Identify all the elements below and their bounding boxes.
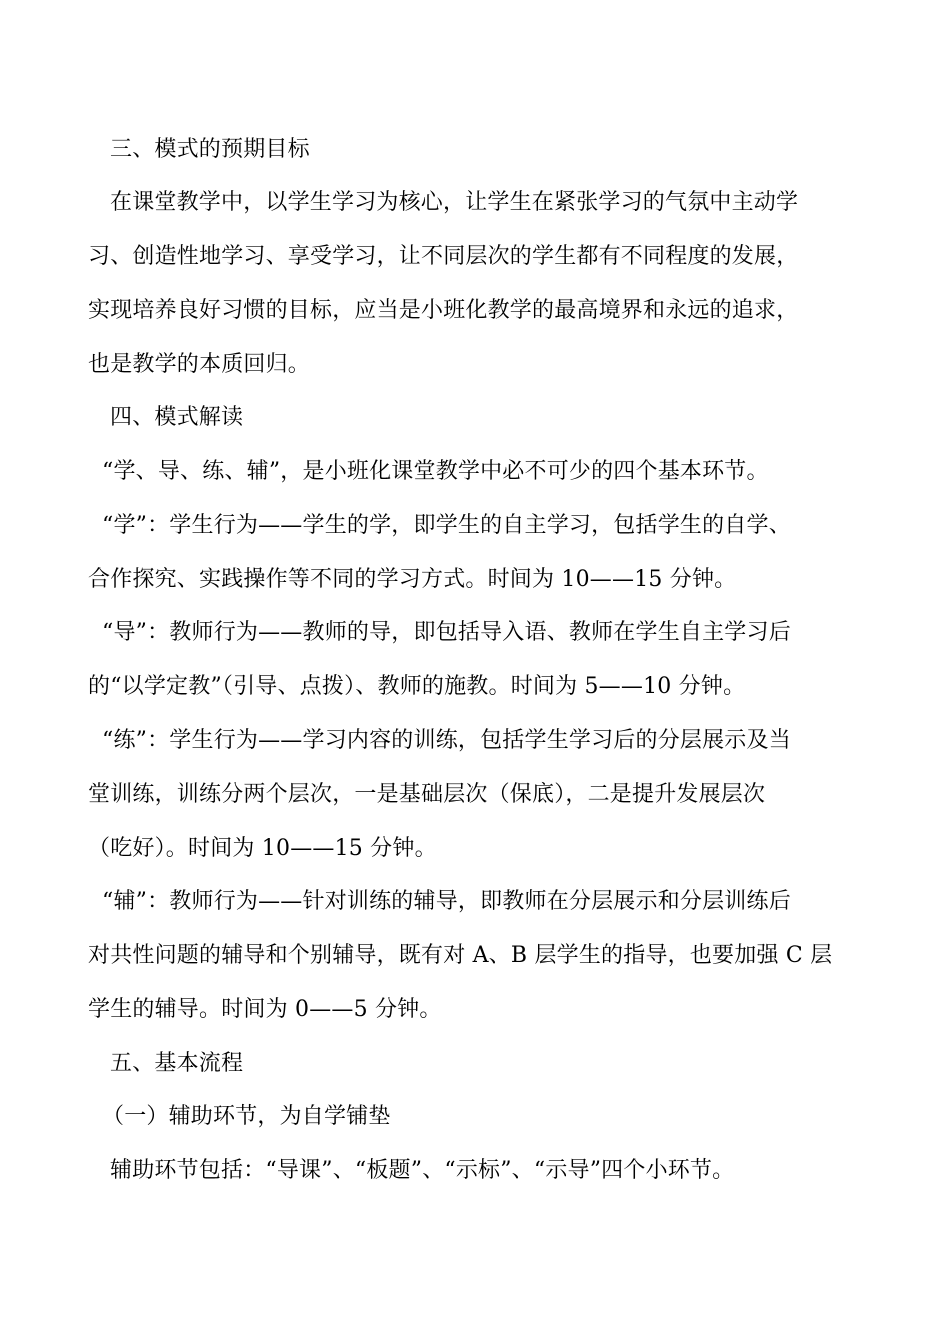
paragraph-line: “辅”：教师行为——针对训练的辅导，即教师在分层展示和分层训练后: [102, 889, 791, 914]
paragraph-line: 学生的辅导。时间为 0——5 分钟。: [88, 997, 442, 1022]
paragraph-line: 在课堂教学中，以学生学习为核心，让学生在紧张学习的气氛中主动学: [110, 190, 799, 215]
paragraph-line: “学”：学生行为——学生的学，即学生的自主学习，包括学生的自学、: [102, 513, 791, 538]
paragraph-line: “练”：学生行为——学习内容的训练，包括学生学习后的分层展示及当: [102, 728, 791, 753]
paragraph-line: “学、导、练、辅”，是小班化课堂教学中必不可少的四个基本环节。: [102, 459, 769, 484]
paragraph-line: （吃好）。时间为 10——15 分钟。: [88, 836, 437, 861]
paragraph-line: “导”：教师行为——教师的导，即包括导入语、教师在学生自主学习后: [102, 620, 791, 645]
section-heading-5: 五、基本流程: [110, 1051, 244, 1076]
paragraph-line: 也是教学的本质回归。: [88, 352, 311, 377]
subsection-heading: （一）辅助环节，为自学铺垫: [102, 1104, 391, 1129]
paragraph-line: 堂训练，训练分两个层次，一是基础层次（保底），二是提升发展层次: [88, 782, 766, 807]
section-heading-4: 四、模式解读: [110, 405, 244, 430]
paragraph-line: 对共性问题的辅导和个别辅导，既有对 A、B 层学生的指导，也要加强 C 层: [88, 943, 833, 968]
paragraph-line: 辅助环节包括：“导课”、“板题”、“示标”、“示导”四个小环节。: [110, 1158, 735, 1183]
paragraph-line: 的“以学定教”（引导、点拨）、教师的施教。时间为 5——10 分钟。: [88, 674, 746, 699]
paragraph-line: 习、创造性地学习、享受学习，让不同层次的学生都有不同程度的发展，: [88, 244, 799, 269]
paragraph-line: 实现培养良好习惯的目标，应当是小班化教学的最高境界和永远的追求，: [88, 298, 799, 323]
section-heading-3: 三、模式的预期目标: [110, 137, 310, 162]
paragraph-line: 合作探究、实践操作等不同的学习方式。时间为 10——15 分钟。: [88, 567, 737, 592]
